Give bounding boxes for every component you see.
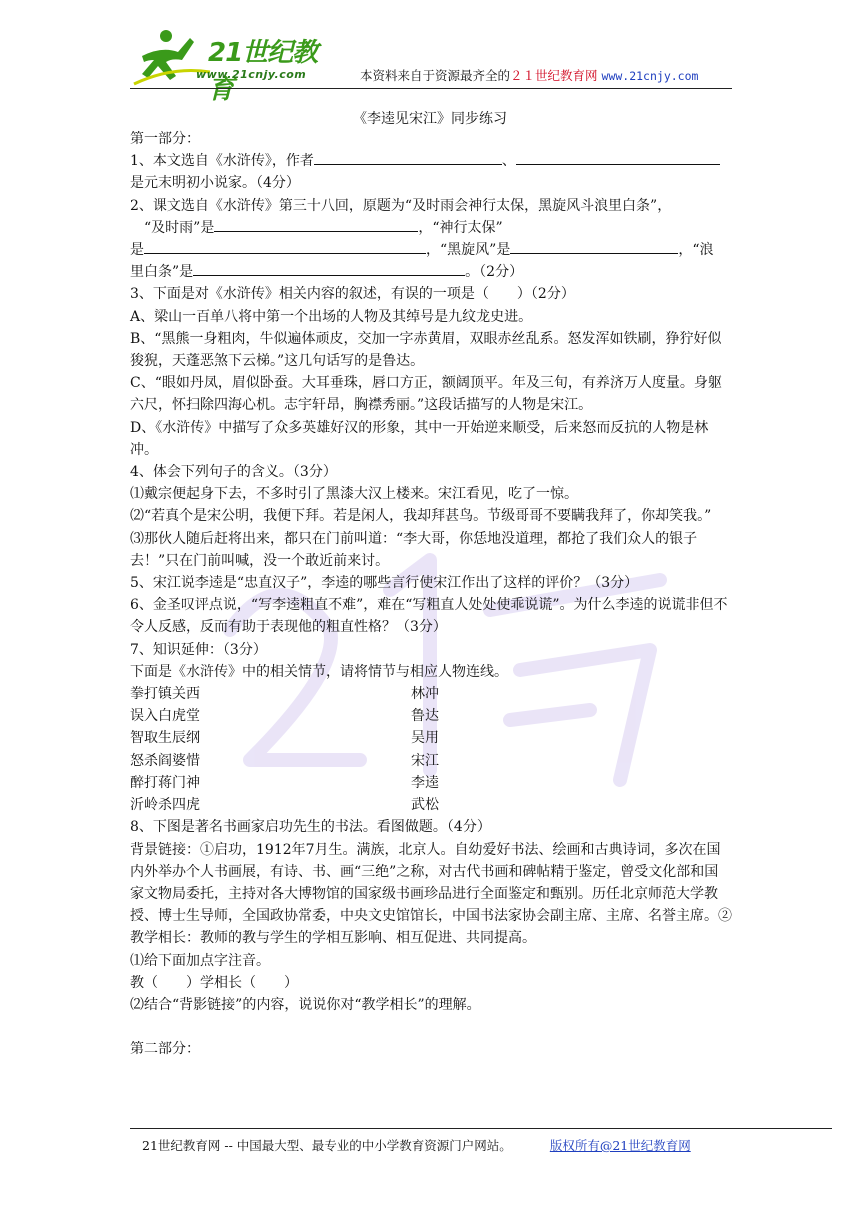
copyright-link[interactable]: 版权所有@21世纪教育网 <box>549 1138 691 1153</box>
question-6: 6、金圣叹评点说，“写李逵粗直不难”，难在“写粗直人处处使乖说谎”。为什么李逵的说谎非但不令人反感，反而有助于表现他的粗直性格？（3分） <box>130 597 728 636</box>
answer-blank[interactable] <box>214 217 418 232</box>
option-d: D、《水浒传》中描写了众多英雄好汉的形象，其中一开始逆来顺受，后来怒而反抗的人物是林冲。 <box>130 419 709 458</box>
match-row <box>130 750 732 772</box>
question-4: 4、体会下列句子的含义。（3分） <box>130 464 337 481</box>
person-item[interactable]: 李逵 <box>411 774 439 791</box>
person-item[interactable]: 林冲 <box>411 686 439 703</box>
sentence-3: ⑶那伙人随后赶将出来，都只在门前叫道：“李大哥，你恁地没道理，都抢了我们众人的银子去！”只在门前叫喊，没一个敢近前来讨。 <box>130 530 698 569</box>
question-2: 2、课文选自《水浒传》第三十八回，原题为“及时雨会神行太保，黑旋风斗浪里白条”， <box>130 197 672 214</box>
question-2-line2: “及时雨”是 ，“神行太保” <box>130 217 732 239</box>
question-2-line3: 是 ，“黑旋风”是 ，“浪 <box>130 239 732 261</box>
plot-item[interactable]: 拳打镇关西 <box>130 686 200 703</box>
header-divider <box>130 88 732 89</box>
question-3: 3、下面是对《水浒传》相关内容的叙述，有误的一项是（ ）（2分） <box>130 286 575 303</box>
footer-text: 21世纪教育网 -- 中国最大型、最专业的中小学教育资源门户网站。 <box>142 1138 512 1153</box>
answer-blank[interactable] <box>314 150 502 165</box>
question-2-line4: 里白条”是 。（2分） <box>130 261 732 283</box>
option-a: A、梁山一百单八将中第一个出场的人物及其绰号是九纹龙史进。 <box>130 308 533 325</box>
person-item[interactable]: 吴用 <box>411 730 439 747</box>
part2-label: 第二部分： <box>130 1041 200 1058</box>
plot-item[interactable]: 醉打蒋门神 <box>130 774 200 791</box>
background-link: 背景链接：①启功，1912年7月生。满族，北京人。自幼爱好书法、绘画和古典诗词，多次在国内外举办个人书画展，有诗、书、画“三绝”之称，对古代书画和碑帖精于鉴定，曾受文化部和国家文物局委托，主持对各大博物馆的国家级书画珍品进行全面鉴定和甄别。历任北京师范大学教授、博士生导师，全国政协常委，中央文史馆馆长，中国书法家协会副主席、主席、名誉主席。②教学相长：教师的教与学生的学相互影响、相互促进、共同提高。 <box>130 841 732 947</box>
match-row <box>130 794 732 816</box>
tagline-site[interactable]: ２１世纪教育网 <box>510 68 598 83</box>
option-b: B、“黑熊一身粗肉，牛似遍体顽皮，交加一字赤黄眉，双眼赤丝乱系。怒发浑如铁刷，狰狞好似狻猊，天蓬恶煞下云梯。”这几句话写的是鲁达。 <box>130 330 722 370</box>
footer-divider <box>130 1128 832 1129</box>
question-8: 8、下图是著名书画家启功先生的书法。看图做题。（4分） <box>130 819 491 836</box>
logo-text: 21世纪教育 <box>208 38 318 105</box>
match-row <box>130 705 732 727</box>
person-item[interactable]: 宋江 <box>411 752 439 769</box>
tagline-prefix: 本资料来自于资源最齐全的 <box>360 68 511 83</box>
logo-url: www.21cnjy.com <box>196 68 307 81</box>
question-5: 5、宋江说李逵是“忠直汉子”，李逵的哪些言行使宋江作出了这样的评价？（3分） <box>130 575 639 592</box>
sentence-2: ⑵“若真个是宋公明，我便下拜。若是闲人，我却拜甚鸟。节级哥哥不要瞒我拜了，你却笑我。” <box>130 508 712 525</box>
tagline-url[interactable]: www.21cnjy.com <box>601 69 699 83</box>
answer-blank[interactable] <box>144 239 426 254</box>
question-7-intro: 下面是《水浒传》中的相关情节，请将情节与相应人物连线。 <box>130 663 508 680</box>
plot-item[interactable]: 智取生辰纲 <box>130 730 200 747</box>
page-title: 《李逵见宋江》同步练习 <box>353 111 507 127</box>
part1-label: 第一部分： <box>130 131 200 147</box>
match-row <box>130 683 732 705</box>
worksheet-body <box>130 128 732 1060</box>
question-1-cont: 是元末明初小说家。（4分） <box>130 175 300 192</box>
plot-item[interactable]: 误入白虎堂 <box>130 708 200 725</box>
question-8-sub1: ⑴给下面加点字注音。 <box>130 952 270 969</box>
answer-blank[interactable] <box>516 150 720 165</box>
plot-item[interactable]: 沂岭杀四虎 <box>130 797 200 814</box>
option-c: C、“眼如丹凤，眉似卧蚕。大耳垂珠，唇口方正，额阔顶平。年及三旬，有养济万人度量。身躯六尺，怀扫除四海心机。志宇轩昂，胸襟秀丽。”这段话描写的人物是宋江。 <box>130 375 722 414</box>
match-row <box>130 772 732 794</box>
page-footer <box>142 1136 691 1154</box>
pinyin-blanks[interactable]: 教（ ）学相长（ ） <box>130 974 298 991</box>
site-logo <box>132 26 342 105</box>
answer-blank[interactable] <box>510 239 678 254</box>
header-tagline <box>360 66 698 84</box>
question-7: 7、知识延伸：（3分） <box>130 641 267 658</box>
answer-blank[interactable] <box>193 261 465 276</box>
match-row <box>130 727 732 749</box>
plot-item[interactable]: 怒杀阎婆惜 <box>130 752 200 769</box>
question-8-sub2: ⑵结合“背影链接”的内容，说说你对“教学相长”的理解。 <box>130 996 481 1013</box>
person-item[interactable]: 武松 <box>411 797 439 814</box>
person-item[interactable]: 鲁达 <box>411 708 439 725</box>
question-1: 1、本文选自《水浒传》，作者 、 <box>130 150 732 172</box>
sentence-1: ⑴戴宗便起身下去，不多时引了黑漆大汉上楼来。宋江看见，吃了一惊。 <box>130 486 578 503</box>
